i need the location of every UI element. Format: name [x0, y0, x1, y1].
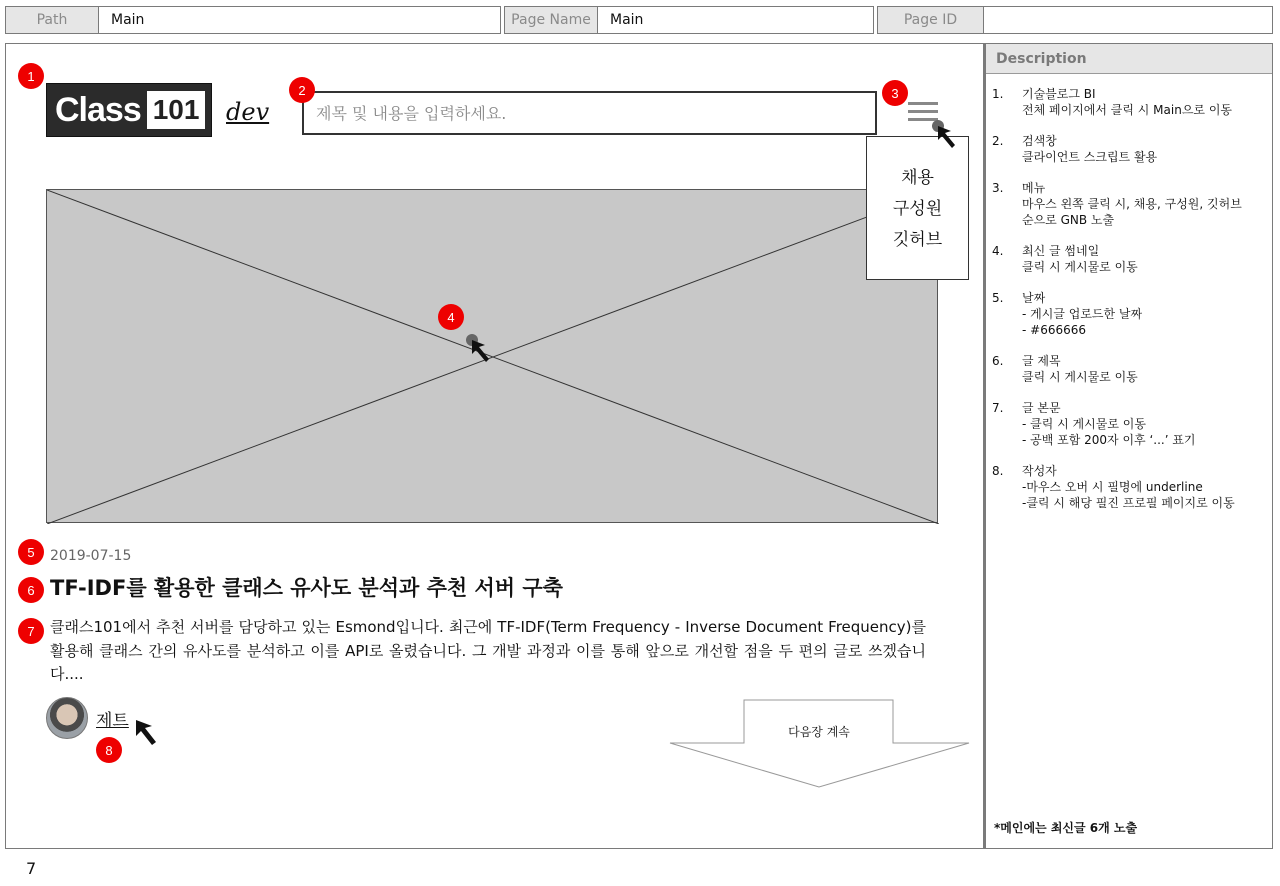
annotation-badge-3: 3 [882, 80, 908, 106]
annotation-badge-5: 5 [18, 539, 44, 565]
list-item: 7. 글 본문 - 클릭 시 게시물로 이동 - 공백 포함 200자 이후 ‘...’ 표기 [992, 401, 1196, 447]
annotation-badge-8: 8 [96, 737, 122, 763]
cursor-pointer-icon [466, 334, 492, 364]
annotation-badge-1: 1 [18, 63, 44, 89]
post-title[interactable]: TF-IDF를 활용한 클래스 유사도 분석과 추천 서버 구축 [50, 576, 563, 600]
annotation-badge-6: 6 [18, 577, 44, 603]
cursor-pointer-icon [932, 120, 958, 150]
list-item: 5. 날짜 - 게시글 업로드한 날짜 - #666666 [992, 291, 1143, 337]
dev-link[interactable]: dev [226, 98, 270, 126]
description-footnote: *메인에는 최신글 6개 노출 [994, 821, 1138, 835]
page-number: 7 [26, 859, 37, 878]
list-item: 3. 메뉴 마우스 왼쪽 클릭 시, 채용, 구성원, 깃허브 순으로 GNB 노출 [992, 181, 1242, 227]
menu-item-github[interactable]: 깃허브 [892, 230, 943, 250]
list-item: 6. 글 제목 클릭 시 게시물로 이동 [992, 354, 1138, 384]
logo-text: Class [55, 90, 141, 129]
annotation-badge-4: 4 [438, 304, 464, 330]
path-field [5, 6, 501, 34]
post-body[interactable]: 클래스101에서 추천 서버를 담당하고 있는 Esmond입니다. 최근에 TF-IDF(Term Frequency - Inverse Document Frequency)를 활용해 클래스 간의 유사도를 분석하고 이를 API로 올렸습니다. 그 개발 과정과 이를 통해 앞으로 개선할 점을 두 편의 글로 쓰겠습니다.... [50, 618, 926, 683]
logo-number: 101 [147, 91, 206, 129]
description-list [986, 74, 1272, 511]
page-id-value [984, 7, 1272, 33]
post-date: 2019-07-15 [50, 548, 132, 564]
image-placeholder-icon [47, 190, 939, 524]
description-title: Description [986, 44, 1272, 74]
menu-item-members[interactable]: 구성원 [892, 199, 943, 219]
page-name-field [504, 6, 874, 34]
gnb-dropdown [866, 136, 969, 280]
next-page-label[interactable]: 다음장 계속 [788, 725, 850, 739]
list-item: 2. 검색창 클라이언트 스크립트 활용 [992, 134, 1158, 164]
list-item: 4. 최신 글 썸네일 클릭 시 게시물로 이동 [992, 244, 1138, 274]
path-value: Main [99, 7, 500, 33]
cursor-arrow-icon [134, 718, 160, 748]
class101-logo[interactable] [46, 83, 212, 137]
search-input[interactable] [302, 91, 877, 135]
author-name[interactable]: 제트 [96, 711, 129, 731]
next-page-arrow-icon[interactable] [669, 699, 970, 789]
menu-item-recruit[interactable]: 채용 [901, 168, 934, 188]
hamburger-menu-icon[interactable] [908, 102, 938, 122]
author-avatar[interactable] [46, 697, 88, 739]
page-name-value: Main [598, 7, 873, 33]
description-panel [984, 43, 1273, 849]
latest-post-thumbnail[interactable] [46, 189, 938, 523]
list-item: 8. 작성자 -마우스 오버 시 필명에 underline -클릭 시 해당 필진 프로필 페이지로 이동 [992, 464, 1235, 510]
path-label: Path [6, 7, 99, 33]
annotation-badge-2: 2 [289, 77, 315, 103]
page-name-label: Page Name [505, 7, 598, 33]
page-id-field [877, 6, 1273, 34]
annotation-badge-7: 7 [18, 618, 44, 644]
page-id-label: Page ID [878, 7, 984, 33]
list-item: 1. 기술블로그 BI 전체 페이지에서 클릭 시 Main으로 이동 [992, 87, 1233, 117]
